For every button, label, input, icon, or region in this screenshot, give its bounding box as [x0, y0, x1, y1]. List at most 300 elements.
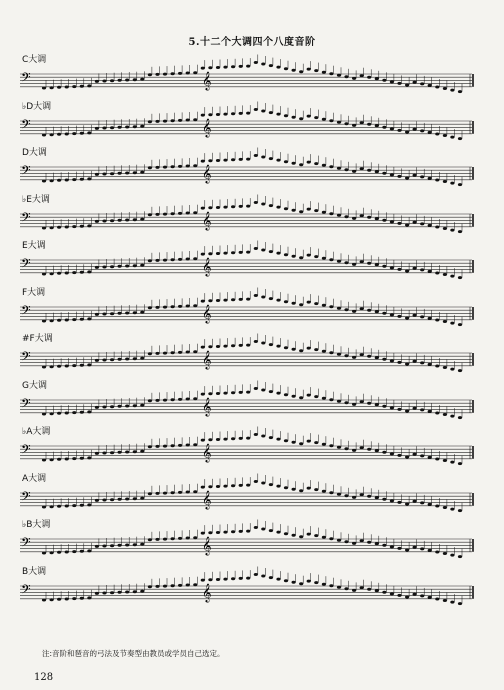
note-head	[148, 492, 152, 495]
note-head	[276, 531, 280, 534]
note-head	[329, 398, 333, 401]
note-head	[57, 179, 61, 182]
note-head	[133, 590, 137, 593]
note-head	[450, 135, 454, 138]
note-head	[307, 393, 311, 396]
note-head	[276, 345, 280, 348]
note-head	[344, 261, 348, 264]
note-head	[216, 159, 220, 162]
note-head	[390, 359, 394, 362]
scale-label: ♭E大调	[22, 194, 50, 205]
music-staff	[20, 331, 480, 379]
note-head	[231, 298, 235, 301]
note-head	[65, 504, 69, 507]
note-head	[155, 491, 159, 494]
note-head	[254, 61, 258, 64]
note-head	[163, 352, 167, 355]
note-head	[360, 353, 364, 356]
note-head	[397, 268, 401, 271]
note-head	[307, 254, 311, 257]
note-head	[435, 597, 439, 600]
note-head	[239, 390, 243, 393]
note-head	[223, 577, 227, 580]
note-head	[102, 452, 106, 455]
note-head	[405, 223, 409, 226]
note-head	[322, 164, 326, 167]
scale-label: ♭D大调	[22, 101, 52, 112]
note-head	[102, 545, 106, 548]
note-head	[314, 395, 318, 398]
note-head	[405, 595, 409, 598]
note-head	[140, 589, 144, 592]
note-head	[133, 357, 137, 360]
note-head	[155, 352, 159, 355]
note-head	[382, 125, 386, 128]
note-head	[80, 131, 84, 134]
bass-clef-icon: 𝄢	[21, 442, 31, 460]
note-head	[72, 597, 76, 600]
note-head	[420, 175, 424, 178]
note-head	[87, 317, 91, 320]
note-head	[450, 554, 454, 557]
note-head	[201, 160, 205, 163]
note-head	[322, 117, 326, 120]
note-head	[72, 550, 76, 553]
bass-clef-icon: 𝄢	[21, 349, 31, 367]
note-head	[246, 576, 250, 579]
note-head	[186, 72, 190, 75]
note-head	[352, 588, 356, 591]
note-head	[140, 124, 144, 127]
note-head	[367, 169, 371, 172]
note-head	[95, 545, 99, 548]
note-head	[118, 311, 122, 314]
note-head	[42, 133, 46, 136]
note-head	[269, 204, 273, 207]
note-head	[428, 595, 432, 598]
treble-clef-icon: 𝄞	[202, 582, 212, 602]
note-head	[329, 305, 333, 308]
note-head	[322, 443, 326, 446]
note-head	[337, 260, 341, 263]
note-head	[367, 215, 371, 218]
note-head	[367, 587, 371, 590]
note-head	[171, 72, 175, 75]
note-head	[193, 257, 197, 260]
music-staff	[20, 192, 480, 240]
note-head	[239, 483, 243, 486]
note-head	[87, 596, 91, 599]
note-head	[50, 319, 54, 322]
note-head	[390, 499, 394, 502]
note-head	[375, 124, 379, 127]
note-head	[133, 543, 137, 546]
treble-clef-icon: 𝄞	[202, 117, 212, 137]
note-head	[397, 175, 401, 178]
note-head	[299, 489, 303, 492]
note-head	[435, 225, 439, 228]
note-head	[435, 86, 439, 89]
note-head	[292, 208, 296, 211]
treble-clef-icon: 𝄞	[202, 164, 212, 183]
note-head	[360, 446, 364, 449]
note-head	[299, 210, 303, 213]
note-head	[216, 206, 220, 209]
note-head	[405, 270, 409, 273]
note-head	[178, 351, 182, 354]
note-head	[171, 398, 175, 401]
note-head	[435, 318, 439, 321]
note-head	[246, 111, 250, 114]
note-head	[284, 532, 288, 535]
note-head	[375, 263, 379, 266]
note-head	[140, 543, 144, 546]
note-head	[443, 413, 447, 416]
note-head	[140, 403, 144, 406]
note-head	[216, 252, 220, 255]
note-head	[443, 552, 447, 555]
note-head	[458, 183, 462, 186]
note-head	[239, 204, 243, 207]
note-head	[57, 132, 61, 135]
note-head	[193, 304, 197, 307]
note-head	[95, 591, 99, 594]
note-head	[163, 212, 167, 215]
note-head	[231, 391, 235, 394]
note-head	[428, 363, 432, 366]
note-head	[360, 493, 364, 496]
note-head	[428, 270, 432, 273]
note-head	[57, 86, 61, 89]
note-head	[163, 166, 167, 169]
note-head	[420, 361, 424, 364]
note-head	[80, 596, 84, 599]
note-head	[307, 347, 311, 350]
note-head	[450, 507, 454, 510]
note-head	[420, 408, 424, 411]
note-head	[57, 597, 61, 600]
note-head	[443, 506, 447, 509]
note-head	[201, 206, 205, 209]
bass-clef-icon: 𝄢	[21, 488, 31, 507]
note-head	[413, 81, 417, 84]
note-head	[413, 499, 417, 502]
note-head	[239, 437, 243, 440]
note-head	[140, 171, 144, 174]
note-head	[171, 491, 175, 494]
note-head	[269, 343, 273, 346]
note-head	[118, 218, 122, 221]
note-head	[269, 483, 273, 486]
note-head	[65, 272, 69, 275]
note-head	[110, 498, 114, 501]
note-head	[284, 393, 288, 396]
note-head	[186, 351, 190, 354]
note-head	[125, 218, 129, 221]
note-head	[72, 85, 76, 88]
note-head	[246, 251, 250, 254]
note-head	[405, 409, 409, 412]
note-head	[337, 120, 341, 123]
note-head	[65, 225, 69, 228]
note-head	[87, 363, 91, 366]
note-head	[201, 113, 205, 116]
note-head	[307, 533, 311, 536]
note-head	[390, 220, 394, 223]
note-head	[450, 414, 454, 417]
note-head	[420, 547, 424, 550]
note-head	[405, 502, 409, 505]
note-head	[337, 399, 341, 402]
scale-1	[20, 52, 480, 102]
note-head	[269, 157, 273, 160]
note-head	[133, 78, 137, 81]
note-head	[329, 537, 333, 540]
note-head	[329, 165, 333, 168]
note-head	[352, 449, 356, 452]
note-head	[390, 452, 394, 455]
note-head	[178, 397, 182, 400]
note-head	[344, 308, 348, 311]
note-head	[193, 211, 197, 214]
note-head	[95, 498, 99, 501]
note-head	[95, 312, 99, 315]
scale-label: B大调	[22, 566, 47, 577]
note-head	[458, 323, 462, 326]
note-head	[125, 172, 129, 175]
note-head	[458, 509, 462, 512]
note-head	[314, 441, 318, 444]
scale-label: #F大调	[22, 334, 53, 344]
music-staff	[20, 424, 480, 472]
note-head	[428, 84, 432, 87]
note-head	[413, 127, 417, 130]
note-head	[87, 270, 91, 273]
note-head	[178, 258, 182, 261]
note-head	[314, 69, 318, 72]
note-head	[118, 79, 122, 82]
note-head	[201, 392, 205, 395]
note-head	[329, 351, 333, 354]
note-head	[269, 64, 273, 67]
note-head	[382, 358, 386, 361]
note-head	[171, 305, 175, 308]
note-head	[269, 297, 273, 300]
note-head	[186, 165, 190, 168]
note-head	[367, 308, 371, 311]
note-head	[246, 344, 250, 347]
note-head	[276, 484, 280, 487]
note-head	[397, 407, 401, 410]
note-head	[284, 253, 288, 256]
note-head	[110, 544, 114, 547]
note-head	[42, 273, 46, 276]
note-head	[314, 209, 318, 212]
note-head	[443, 599, 447, 602]
note-head	[314, 488, 318, 491]
note-head	[420, 268, 424, 271]
note-head	[216, 392, 220, 395]
note-head	[231, 251, 235, 254]
note-head	[375, 310, 379, 313]
note-head	[254, 201, 258, 204]
note-head	[261, 156, 265, 159]
note-head	[110, 312, 114, 315]
note-head	[102, 173, 106, 176]
note-head	[87, 131, 91, 134]
note-head	[87, 224, 91, 227]
scale-4	[20, 192, 480, 242]
note-head	[133, 264, 137, 267]
note-head	[216, 438, 220, 441]
note-head	[57, 411, 61, 414]
note-head	[186, 258, 190, 261]
note-head	[223, 159, 227, 162]
note-head	[133, 404, 137, 407]
note-head	[57, 458, 61, 461]
note-head	[450, 600, 454, 603]
note-head	[254, 340, 258, 343]
note-head	[269, 390, 273, 393]
note-head	[322, 489, 326, 492]
note-head	[299, 256, 303, 259]
treble-clef-icon: 𝄞	[202, 536, 212, 555]
note-head	[314, 116, 318, 119]
note-head	[261, 202, 265, 205]
note-head	[375, 403, 379, 406]
note-head	[322, 257, 326, 260]
note-head	[314, 348, 318, 351]
note-head	[284, 579, 288, 582]
note-head	[208, 113, 212, 116]
note-head	[216, 66, 220, 69]
music-staff	[20, 378, 480, 426]
note-head	[375, 356, 379, 359]
note-head	[284, 346, 288, 349]
note-head	[299, 303, 303, 306]
note-head	[428, 130, 432, 133]
note-head	[110, 126, 114, 129]
note-head	[397, 361, 401, 364]
note-head	[443, 227, 447, 230]
note-head	[322, 71, 326, 74]
note-head	[118, 404, 122, 407]
note-head	[352, 216, 356, 219]
note-head	[148, 306, 152, 309]
note-head	[239, 576, 243, 579]
scale-6	[20, 285, 480, 335]
scale-label: E大调	[22, 241, 46, 251]
note-head	[125, 311, 129, 314]
note-head	[307, 68, 311, 71]
note-head	[178, 537, 182, 540]
note-head	[292, 394, 296, 397]
note-head	[231, 344, 235, 347]
note-head	[133, 171, 137, 174]
note-head	[443, 87, 447, 90]
note-head	[193, 71, 197, 74]
note-head	[231, 158, 235, 161]
note-head	[80, 364, 84, 367]
note-head	[307, 300, 311, 303]
note-head	[171, 444, 175, 447]
note-head	[360, 400, 364, 403]
note-head	[223, 484, 227, 487]
note-head	[382, 404, 386, 407]
note-head	[155, 445, 159, 448]
note-head	[50, 133, 54, 136]
note-head	[102, 219, 106, 222]
note-head	[186, 118, 190, 121]
note-head	[148, 399, 152, 402]
note-head	[458, 369, 462, 372]
note-head	[65, 318, 69, 321]
note-head	[276, 66, 280, 69]
treble-clef-icon: 𝄞	[202, 257, 212, 276]
note-head	[450, 228, 454, 231]
note-head	[390, 406, 394, 409]
note-head	[352, 402, 356, 405]
note-head	[125, 451, 129, 454]
note-head	[322, 536, 326, 539]
note-head	[360, 260, 364, 263]
note-head	[155, 73, 159, 76]
note-head	[65, 551, 69, 554]
music-staff	[20, 471, 480, 519]
note-head	[261, 249, 265, 252]
note-head	[284, 439, 288, 442]
note-head	[148, 538, 152, 541]
note-head	[140, 357, 144, 360]
note-head	[72, 504, 76, 507]
note-head	[344, 215, 348, 218]
note-head	[413, 267, 417, 270]
note-head	[87, 84, 91, 87]
note-head	[337, 306, 341, 309]
note-head	[284, 114, 288, 117]
note-head	[80, 317, 84, 320]
note-head	[171, 258, 175, 261]
note-head	[397, 128, 401, 131]
note-head	[413, 592, 417, 595]
note-head	[367, 401, 371, 404]
note-head	[276, 205, 280, 208]
note-head	[299, 582, 303, 585]
note-head	[292, 69, 296, 72]
note-head	[102, 359, 106, 362]
note-head	[375, 589, 379, 592]
note-head	[57, 365, 61, 368]
note-head	[223, 531, 227, 534]
note-head	[186, 490, 190, 493]
note-head	[193, 583, 197, 586]
note-head	[435, 411, 439, 414]
note-head	[413, 406, 417, 409]
note-head	[413, 453, 417, 456]
note-head	[87, 456, 91, 459]
note-head	[276, 438, 280, 441]
note-head	[337, 446, 341, 449]
note-head	[307, 440, 311, 443]
note-head	[239, 158, 243, 161]
note-head	[375, 542, 379, 545]
note-head	[405, 177, 409, 180]
note-head	[360, 539, 364, 542]
note-head	[102, 405, 106, 408]
note-head	[178, 490, 182, 493]
note-head	[428, 316, 432, 319]
scale-7	[20, 331, 480, 381]
